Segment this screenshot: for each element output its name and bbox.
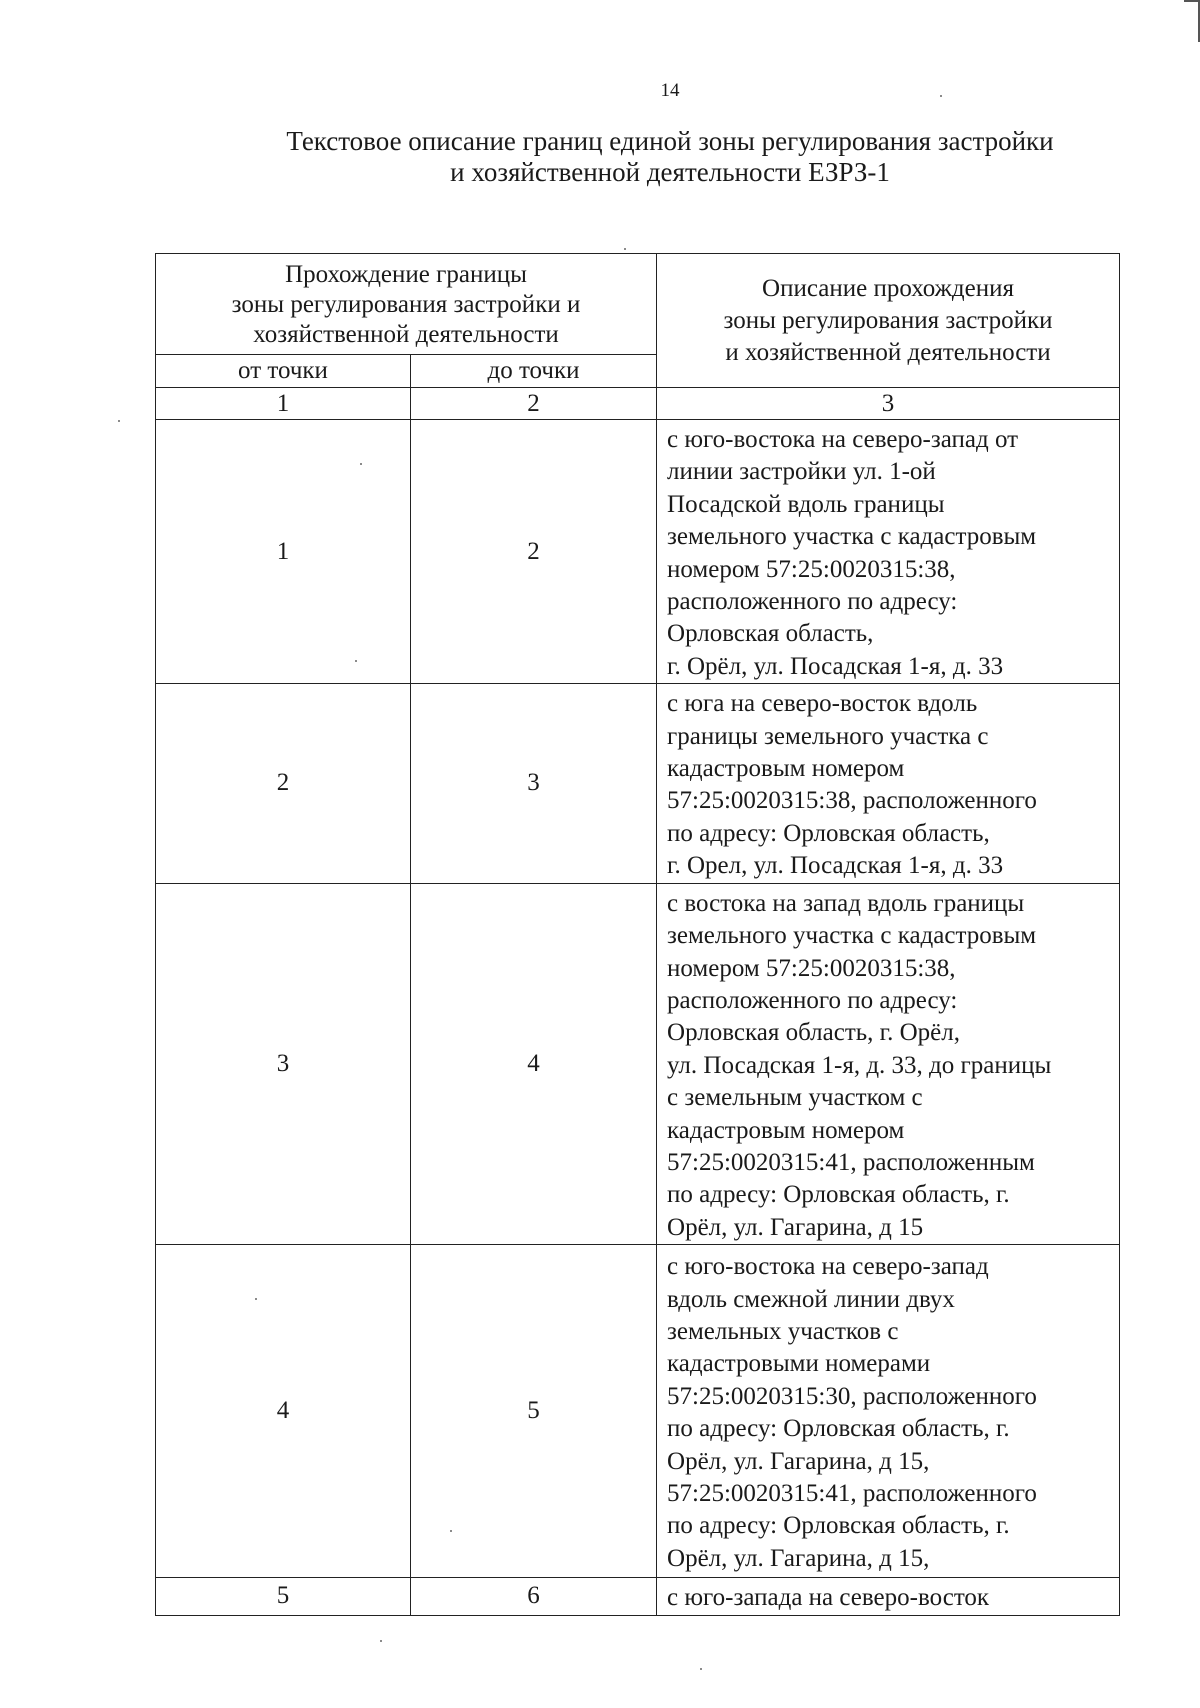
document-title: [0, 126, 1200, 188]
description-line: Орловская область, г. Орёл,: [667, 1019, 960, 1047]
description-line: с юго-запада на северо-восток: [667, 1584, 990, 1612]
table-header-row: [156, 254, 1120, 355]
from-point-cell: 3: [156, 883, 411, 1244]
scan-speck: [118, 420, 120, 422]
description-line: ул. Посадская 1-я, д. 33, до границы: [667, 1051, 1052, 1079]
to-point-cell: 2: [411, 420, 657, 684]
from-point-cell: 4: [156, 1245, 411, 1578]
scan-speck: [355, 660, 357, 662]
header-to-point: до точки: [411, 355, 657, 388]
header-description: [657, 254, 1120, 388]
description-cell: [657, 420, 1120, 684]
description-cell: [657, 684, 1120, 883]
description-line: земельных участков с: [667, 1317, 899, 1345]
header-from-point: от точки: [156, 355, 411, 388]
page-number: 14: [660, 80, 680, 101]
boundary-description-table: [155, 253, 1120, 1616]
scan-speck: [255, 1298, 257, 1300]
description-line: 57:25:0020315:41, расположенным: [667, 1148, 1035, 1176]
from-point-cell: 2: [156, 684, 411, 883]
description-line: 57:25:0020315:38, расположенного: [667, 787, 1037, 815]
description-line: номером 57:25:0020315:38,: [667, 555, 956, 583]
table-row: [156, 1245, 1120, 1578]
description-cell: [657, 1245, 1120, 1578]
description-line: с юго-востока на северо-запад: [667, 1253, 989, 1281]
description-line: с земельным участком с: [667, 1084, 923, 1112]
scan-speck: [624, 248, 626, 250]
scan-speck: [450, 1530, 452, 1532]
to-point-cell: 4: [411, 883, 657, 1244]
description-line: по адресу: Орловская область, г.: [667, 1512, 1010, 1540]
description-line: земельного участка с кадастровым: [667, 523, 1037, 551]
table-row: [156, 1578, 1120, 1615]
description-line: по адресу: Орловская область,: [667, 819, 990, 847]
header-line: Прохождение границы: [285, 261, 527, 288]
to-point-cell: 6: [411, 1578, 657, 1615]
description-line: с востока на запад вдоль границы: [667, 889, 1025, 917]
header-line: и хозяйственной деятельности: [725, 338, 1051, 366]
description-line: Орёл, ул. Гагарина, д 15: [667, 1213, 924, 1241]
description-line: Орёл, ул. Гагарина, д 15,: [667, 1447, 930, 1475]
description-line: линии застройки ул. 1-ой: [667, 458, 936, 486]
description-line: кадастровым номером: [667, 1116, 905, 1144]
description-cell: [657, 883, 1120, 1244]
header-line: Описание прохождения: [762, 274, 1014, 302]
header-line: зоны регулирования застройки: [723, 306, 1053, 334]
description-line: г. Орел, ул. Посадская 1-я, д. 33: [667, 852, 1004, 880]
header-line: зоны регулирования застройки и: [231, 291, 581, 318]
description-line: 57:25:0020315:30, расположенного: [667, 1382, 1037, 1410]
scan-corner-mark: [1184, 0, 1200, 42]
scan-speck: [380, 1640, 382, 1642]
description-line: границы земельного участка с: [667, 722, 989, 750]
description-line: вдоль смежной линии двух: [667, 1285, 955, 1313]
to-point-cell: 3: [411, 684, 657, 883]
title-line: и хозяйственной деятельности ЕЗРЗ-1: [450, 157, 890, 187]
scan-speck: [940, 95, 942, 97]
to-point-cell: 5: [411, 1245, 657, 1578]
description-line: Орловская область,: [667, 620, 874, 648]
description-line: 57:25:0020315:41, расположенного: [667, 1479, 1037, 1507]
table-row: [156, 883, 1120, 1244]
column-number-row: [156, 388, 1120, 420]
description-cell: [657, 1578, 1120, 1615]
table-body: [156, 420, 1120, 1616]
column-number: 3: [657, 388, 1120, 420]
description-line: расположенного по адресу:: [667, 588, 958, 616]
from-point-cell: 1: [156, 420, 411, 684]
header-line: хозяйственной деятельности: [253, 321, 559, 348]
description-line: с юга на северо-восток вдоль: [667, 690, 978, 718]
description-line: расположенного по адресу:: [667, 986, 958, 1014]
scan-speck: [360, 463, 362, 465]
description-line: кадастровым номером: [667, 755, 905, 783]
scan-speck: [700, 1668, 702, 1670]
description-line: Посадской вдоль границы: [667, 490, 945, 518]
table-row: [156, 684, 1120, 883]
title-line: Текстовое описание границ единой зоны регулирования застройки: [286, 126, 1054, 156]
column-number: 2: [411, 388, 657, 420]
header-boundary-group: [156, 254, 657, 355]
description-line: Орёл, ул. Гагарина, д 15,: [667, 1544, 930, 1572]
from-point-cell: 5: [156, 1578, 411, 1615]
description-line: кадастровыми номерами: [667, 1350, 931, 1378]
description-line: по адресу: Орловская область, г.: [667, 1415, 1010, 1443]
column-number: 1: [156, 388, 411, 420]
description-line: с юго-востока на северо-запад от: [667, 426, 1019, 453]
description-line: по адресу: Орловская область, г.: [667, 1181, 1010, 1209]
description-line: номером 57:25:0020315:38,: [667, 954, 956, 982]
table-row: [156, 420, 1120, 684]
description-line: земельного участка с кадастровым: [667, 922, 1037, 950]
description-line: г. Орёл, ул. Посадская 1-я, д. 33: [667, 652, 1004, 680]
